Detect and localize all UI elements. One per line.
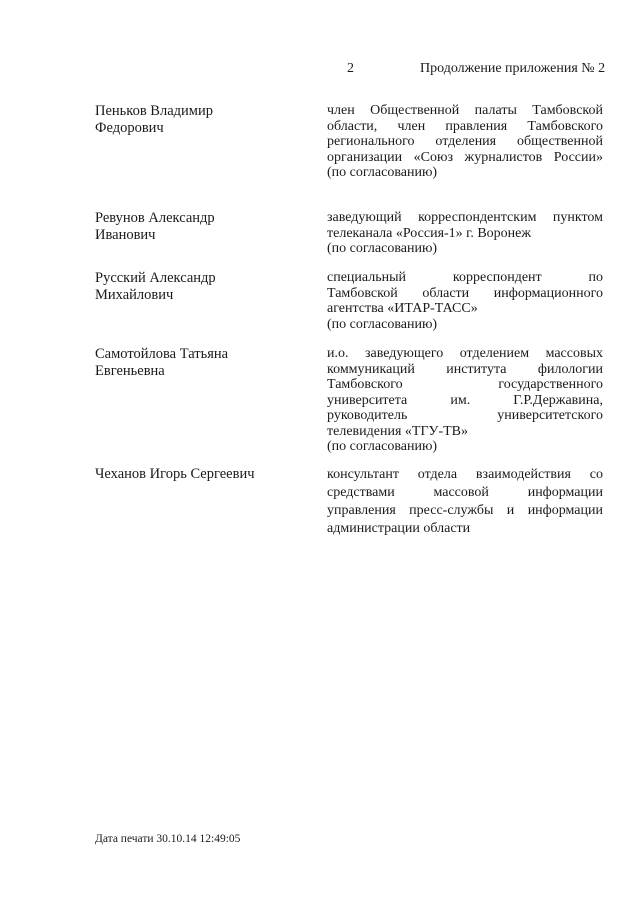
person-name: Чеханов Игорь Сергеевич (95, 466, 255, 482)
person-name: Самотойлова Татьяна Евгеньевна (95, 346, 229, 379)
person-role: специальный корреспондент по Тамбовской области информационного агентства «ИТАР-ТАСС» (по согласованию) (327, 270, 603, 332)
person-role: и.о. заведующего отделением массовых коммуникаций института филологии Тамбовского государственного университета им. Г.Р.Державина, руководитель университетского телевидения «ТГУ-ТВ» (по согласованию) (327, 346, 603, 454)
person-name: Русский Александр Михайлович (95, 270, 216, 303)
person-name: Пеньков Владимир Федорович (95, 103, 213, 136)
person-role: заведующий корреспондентским пунктом телеканала «Россия-1» г. Воронеж (по согласованию) (327, 210, 603, 256)
person-name: Ревунов Александр Иванович (95, 210, 215, 243)
page-number: 2 (347, 61, 354, 76)
appendix-continuation-header: Продолжение приложения № 2 (420, 61, 606, 76)
person-role: член Общественной палаты Тамбовской области, член правления Тамбовского регионального отделения общественной организации «Союз журналистов России» (по согласованию) (327, 103, 603, 180)
person-role: консультант отдела взаимодействия со средствами массовой информации управления пресс-службы и информации администрации области (327, 467, 603, 536)
print-date: Дата печати 30.10.14 12:49:05 (95, 833, 241, 845)
